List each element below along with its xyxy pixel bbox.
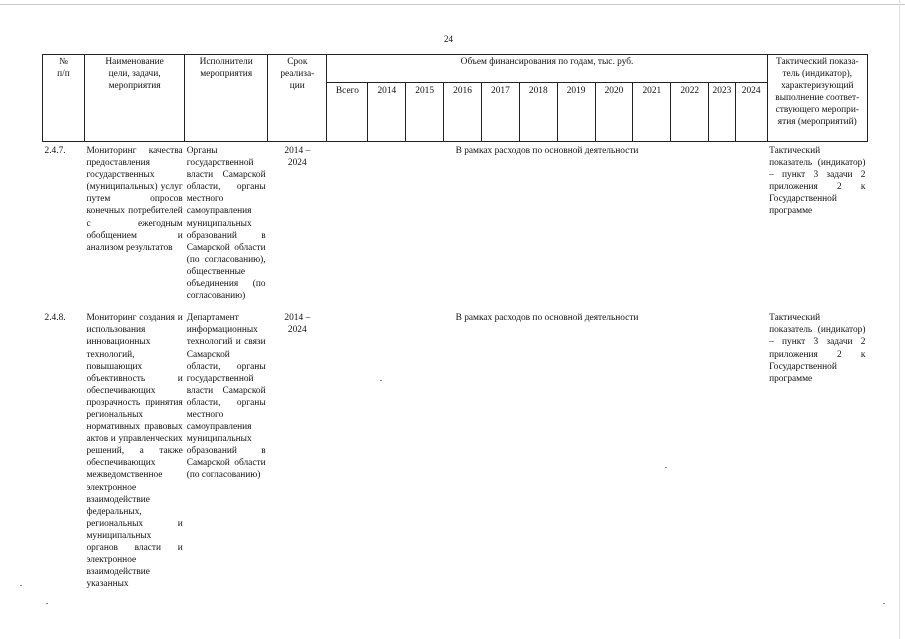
header-indicator-text: Тактический показа- тель (индикатор), характеризующий выполнение соответ- ствующего меропри- ятия (мероприятий) <box>775 57 860 128</box>
header-total: Всего <box>327 83 368 142</box>
row-term <box>268 142 327 304</box>
row-term-text: 2014 – 2024 <box>284 313 311 336</box>
scan-speck <box>20 585 22 586</box>
row-indicator: Тактический показатель (индикатор) – пункт 3 задачи 2 приложения 2 к Государственной программе <box>769 313 866 384</box>
row-finance-text: В рамках расходов по основной деятельности <box>455 313 639 324</box>
header-year: 2022 <box>671 83 709 142</box>
row-executors: Департамент информационных технологий и связи Самарской области, органы государственной власти Самарской области, органы местного самоуправления муниципальных образований в Самарской области (по согласованию) <box>186 313 266 481</box>
scan-speck <box>46 603 48 604</box>
row-term <box>268 303 327 591</box>
row-executors: Органы государственной власти Самарской области, органы местного самоуправления муниципальных образований в Самарской области (по согласованию), общественные объединения (по согласованию) <box>185 142 268 304</box>
header-name-text: Наименование цели, задачи, мероприятия <box>105 57 164 92</box>
row-number: 2.4.7. <box>43 142 85 304</box>
row-number: 2.4.8. <box>44 313 66 324</box>
row-finance-text: В рамках расходов по основной деятельности <box>455 146 639 156</box>
row-finance <box>327 303 767 591</box>
header-finance <box>327 55 767 83</box>
table-row <box>43 142 868 304</box>
row-indicator: Тактический показатель (индикатор) – пункт 3 задачи 2 приложения 2 к Государственной программе <box>767 142 867 304</box>
page-right-edge <box>899 0 900 639</box>
row-name: Мониторинг создания и использования инновационных технологий, повышающих объективность и обеспечивающих прозрачность принятия региональных нормативных правовых актов и управленческих решений, а также обеспечивающих межведомственное электронное взаимодействие федеральных, региональных и муниципальных органов власти и электронное взаимодействие указанных <box>86 313 183 590</box>
header-year: 2018 <box>519 83 557 142</box>
header-num-text: № п/п <box>57 57 70 80</box>
header-executors <box>185 55 268 142</box>
header-year: 2020 <box>595 83 633 142</box>
header-executors-text: Исполнители мероприятия <box>199 57 253 80</box>
header-indicator <box>767 55 867 142</box>
row-name: Мониторинг качества предоставления государственных (муниципальных) услуг путем опросов конечных потребителей с ежегодным обобщением и анализом результатов <box>84 142 184 304</box>
header-finance-text: Объем финансирования по годам, тыс. руб. <box>460 57 634 67</box>
header-term-text: Срок реализа- ции <box>280 57 315 92</box>
page-top-edge <box>0 4 905 5</box>
header-year: 2017 <box>481 83 519 142</box>
header-term <box>268 55 327 142</box>
header-year: 2024 <box>735 83 767 142</box>
page-number: 24 <box>444 34 453 44</box>
header-year: 2023 <box>709 83 736 142</box>
header-year: 2021 <box>633 83 671 142</box>
table-row <box>43 303 868 591</box>
header-year: 2019 <box>557 83 595 142</box>
row-term-text: 2014 – 2024 <box>284 146 311 169</box>
row-finance <box>327 142 767 304</box>
header-year: 2014 <box>368 83 406 142</box>
header-name <box>84 55 184 142</box>
header-year: 2015 <box>406 83 444 142</box>
header-num <box>43 55 85 142</box>
program-table <box>42 54 868 591</box>
scan-speck <box>883 603 885 604</box>
header-year: 2016 <box>444 83 482 142</box>
